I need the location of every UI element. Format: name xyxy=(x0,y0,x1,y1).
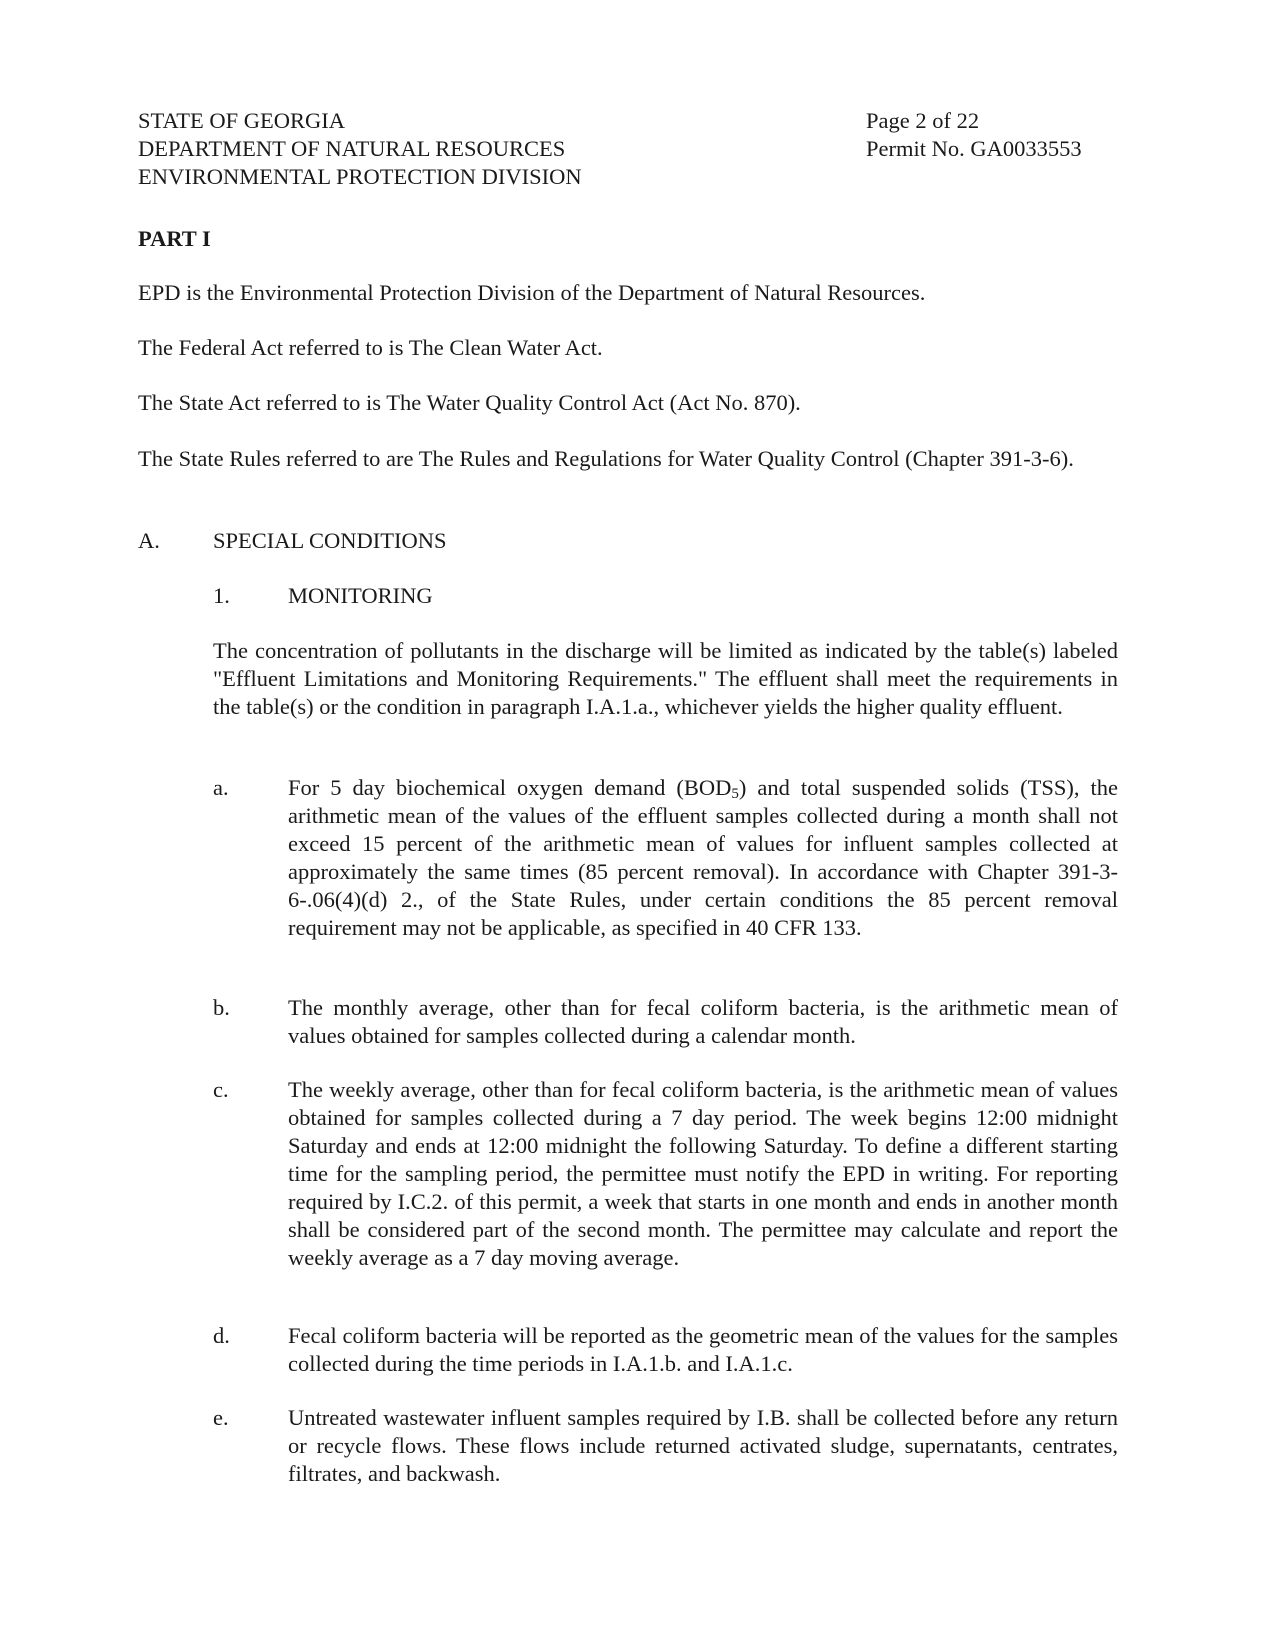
item-body-d: Fecal coliform bacteria will be reported as the geometric mean of the values for the samples collected during the time periods in I.A.1.b. and I.A.1.c. xyxy=(288,1323,1118,1376)
item-a-text-end: ) and total suspended solids (TSS), the arithmetic mean of the values of the effluent samples collected during a month shall not exceed 15 percent of the arithmetic mean of values for influent samples collected at approximately the same times (85 percent removal). In accordance with Chapter 391-3-6-.06(4)(d) 2., of the State Rules, under certain conditions the 85 percent removal requirement may not be applicable, as specified in 40 CFR 133. xyxy=(288,775,1118,940)
definition-state-act: The State Act referred to is The Water Quality Control Act (Act No. 870). xyxy=(138,390,801,415)
page-info xyxy=(866,107,1082,163)
agency-line-department: DEPARTMENT OF NATURAL RESOURCES xyxy=(138,136,566,161)
definition-epd: EPD is the Environmental Protection Division of the Department of Natural Resources. xyxy=(138,280,926,305)
item-letter-c: c. xyxy=(213,1077,229,1102)
subsection-number: 1. xyxy=(213,583,230,608)
section-title: SPECIAL CONDITIONS xyxy=(213,528,447,553)
item-body-a xyxy=(288,774,1118,942)
item-body-b: The monthly average, other than for fecal coliform bacteria, is the arithmetic mean of values obtained for samples collected during a calendar month. xyxy=(288,995,1118,1048)
page-number: Page 2 of 22 xyxy=(866,108,980,133)
item-body-e: Untreated wastewater influent samples required by I.B. shall be collected before any return or recycle flows. These flows include returned activated sludge, supernatants, centrates, filtrates, and backwash. xyxy=(288,1405,1118,1486)
part-title: PART I xyxy=(138,226,211,251)
subsection-title: MONITORING xyxy=(288,583,433,608)
item-letter-b: b. xyxy=(213,995,230,1020)
section-letter: A. xyxy=(138,528,160,553)
item-a-text-start: For 5 day biochemical oxygen demand (BOD xyxy=(288,775,732,800)
item-letter-e: e. xyxy=(213,1405,229,1430)
monitoring-intro: The concentration of pollutants in the discharge will be limited as indicated by the table(s) labeled "Effluent Limitations and Monitoring Requirements." The effluent shall meet the requirements in the table(s) or the condition in paragraph I.A.1.a., whichever yields the higher quality effluent. xyxy=(213,638,1118,719)
definition-federal-act: The Federal Act referred to is The Clean Water Act. xyxy=(138,335,603,360)
item-letter-d: d. xyxy=(213,1323,230,1348)
agency-header xyxy=(138,107,582,191)
permit-number: Permit No. GA0033553 xyxy=(866,136,1082,161)
item-letter-a: a. xyxy=(213,775,229,800)
agency-line-state: STATE OF GEORGIA xyxy=(138,108,345,133)
item-body-c: The weekly average, other than for fecal coliform bacteria, is the arithmetic mean of values obtained for samples collected during a 7 day period. The week begins 12:00 midnight Saturday and ends at 12:00 midnight the following Saturday. To define a different starting time for the sampling period, the permittee must notify the EPD in writing. For reporting required by I.C.2. of this permit, a week that starts in one month and ends in another month shall be considered part of the second month. The permittee may calculate and report the weekly average as a 7 day moving average. xyxy=(288,1077,1118,1270)
agency-line-division: ENVIRONMENTAL PROTECTION DIVISION xyxy=(138,164,582,189)
bod-subscript: 5 xyxy=(731,786,739,802)
definition-state-rules: The State Rules referred to are The Rules and Regulations for Water Quality Control (Chapter 391-3-6). xyxy=(138,446,1074,471)
